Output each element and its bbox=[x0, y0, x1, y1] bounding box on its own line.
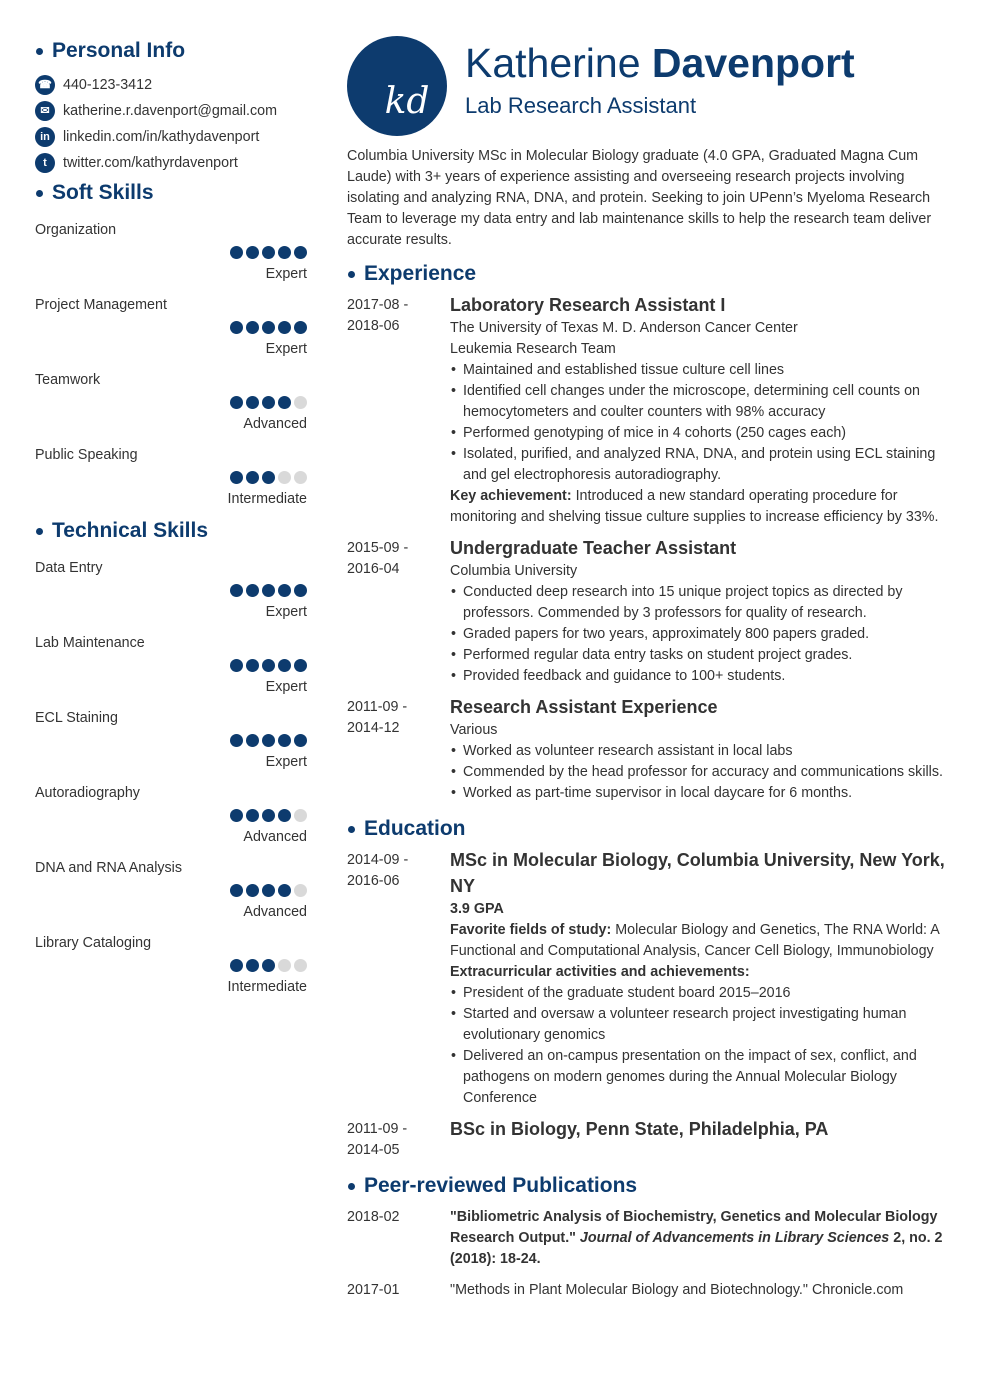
publications-entry bbox=[347, 1280, 959, 1301]
bullet-item: • President of the graduate student board 2015–2016 bbox=[450, 983, 959, 1004]
entry-body bbox=[450, 295, 959, 528]
rating-dot-filled bbox=[294, 321, 307, 334]
experience-heading: Experience bbox=[347, 259, 959, 289]
bullet-item: • Isolated, purified, and analyzed RNA, DNA, and protein using ECL staining and gel electrophoresis autoradiography. bbox=[450, 444, 959, 486]
bullet-item: • Worked as part-time supervisor in local daycare for 6 months. bbox=[450, 783, 959, 804]
rating-dot-filled bbox=[246, 246, 259, 259]
rating-dot-filled bbox=[246, 396, 259, 409]
rating-dot-empty bbox=[294, 396, 307, 409]
rating-dot-filled bbox=[278, 321, 291, 334]
text-line bbox=[450, 720, 959, 741]
text-segment: Various bbox=[450, 722, 498, 738]
entry-date bbox=[347, 1207, 450, 1270]
entry-body bbox=[450, 1280, 959, 1301]
skill-rating bbox=[230, 584, 307, 597]
skill-name: DNA and RNA Analysis bbox=[35, 860, 183, 876]
skill-name: Autoradiography bbox=[35, 785, 140, 801]
text-segment: Key achievement: bbox=[450, 488, 572, 504]
skill-rating bbox=[230, 321, 307, 334]
bullet-item: • Provided feedback and guidance to 100+ students. bbox=[450, 666, 959, 687]
skill-item bbox=[35, 927, 307, 1002]
bullet-item: • Identified cell changes under the microscope, determining cell counts on hemocytometers and coulter counters with 98% accuracy bbox=[450, 381, 959, 423]
rating-dot-filled bbox=[230, 734, 243, 747]
job-title: Lab Research Assistant bbox=[465, 93, 697, 118]
rating-dot-filled bbox=[246, 659, 259, 672]
skill-level: Expert bbox=[265, 754, 307, 770]
skill-name: Project Management bbox=[35, 297, 167, 313]
rating-dot-filled bbox=[230, 246, 243, 259]
date-line: 2017-08 - bbox=[347, 297, 409, 313]
date-line: 2015-09 - bbox=[347, 540, 409, 556]
rating-dot-filled bbox=[262, 584, 275, 597]
rating-dot-filled bbox=[246, 734, 259, 747]
text-segment: 2, no. 2 (2018): 18-24. bbox=[450, 1230, 943, 1267]
skill-rating bbox=[230, 884, 307, 897]
text-segment: 3.9 GPA bbox=[450, 901, 504, 917]
text-line bbox=[450, 1207, 959, 1270]
date-line: 2014-12 bbox=[347, 720, 400, 736]
bullet-item: • Graded papers for two years, approximately 800 papers graded. bbox=[450, 624, 959, 645]
skill-name: Data Entry bbox=[35, 560, 103, 576]
soft-skills-heading: Soft Skills bbox=[35, 178, 307, 208]
rating-dot-filled bbox=[262, 246, 275, 259]
bullet-item: • Performed genotyping of mice in 4 cohorts (250 cages each) bbox=[450, 423, 959, 444]
education-heading: Education bbox=[347, 814, 959, 844]
text-segment: Columbia University bbox=[450, 563, 578, 579]
skill-item bbox=[35, 289, 307, 364]
bullet-item: • Worked as volunteer research assistant in local labs bbox=[450, 741, 959, 762]
experience-entry bbox=[347, 697, 959, 804]
rating-dot-empty bbox=[278, 471, 291, 484]
rating-dot-filled bbox=[278, 884, 291, 897]
skill-item bbox=[35, 777, 307, 852]
contact-text: katherine.r.davenport@gmail.com bbox=[63, 102, 277, 119]
text-line bbox=[450, 920, 959, 962]
date-line: 2014-09 - bbox=[347, 852, 409, 868]
publications-entry bbox=[347, 1207, 959, 1270]
date-line: 2011-09 - bbox=[347, 1121, 408, 1137]
skill-item bbox=[35, 852, 307, 927]
entry-date bbox=[347, 697, 450, 804]
rating-dot-filled bbox=[262, 734, 275, 747]
date-line: 2017-01 bbox=[347, 1282, 400, 1298]
rating-dot-filled bbox=[278, 809, 291, 822]
rating-dot-filled bbox=[262, 321, 275, 334]
rating-dot-filled bbox=[230, 659, 243, 672]
skill-level: Advanced bbox=[243, 829, 307, 845]
contact-list bbox=[35, 72, 307, 176]
rating-dot-filled bbox=[262, 659, 275, 672]
skill-rating bbox=[230, 471, 307, 484]
date-line: 2016-06 bbox=[347, 873, 400, 889]
experience-entry bbox=[347, 295, 959, 528]
bullet-list bbox=[450, 983, 959, 1109]
text-line bbox=[450, 1280, 959, 1301]
date-line: 2018-06 bbox=[347, 318, 400, 334]
rating-dot-filled bbox=[246, 809, 259, 822]
rating-dot-filled bbox=[230, 584, 243, 597]
skill-name: Public Speaking bbox=[35, 447, 138, 463]
skill-name: Organization bbox=[35, 222, 117, 238]
skill-item bbox=[35, 552, 307, 627]
entry-body bbox=[450, 538, 959, 687]
bullet-item: • Maintained and established tissue culture cell lines bbox=[450, 360, 959, 381]
rating-dot-filled bbox=[246, 321, 259, 334]
rating-dot-filled bbox=[262, 959, 275, 972]
text-line bbox=[450, 962, 959, 983]
full-name bbox=[465, 38, 855, 88]
text-line bbox=[450, 561, 959, 582]
skill-name: ECL Staining bbox=[35, 710, 118, 726]
last-name: Davenport bbox=[651, 40, 855, 86]
text-segment: Introduced a new standard operating procedure for monitoring and shelving tissue culture supplies to increase efficiency by 33%. bbox=[450, 488, 939, 525]
skill-item bbox=[35, 702, 307, 777]
bullet-item: • Commended by the head professor for accuracy and communications skills. bbox=[450, 762, 959, 783]
rating-dot-filled bbox=[294, 734, 307, 747]
skill-level: Expert bbox=[265, 266, 307, 282]
entry-title: MSc in Molecular Biology, Columbia University, New York, NY bbox=[450, 850, 945, 896]
skill-item bbox=[35, 439, 307, 514]
entry-date bbox=[347, 850, 450, 1109]
rating-dot-filled bbox=[230, 959, 243, 972]
date-line: 2016-04 bbox=[347, 561, 400, 577]
text-segment: "Bibliometric Analysis of Biochemistry, Genetics and Molecular Biology Research Output." bbox=[450, 1209, 938, 1246]
education-entry bbox=[347, 850, 959, 1109]
rating-dot-filled bbox=[230, 809, 243, 822]
avatar: kd bbox=[347, 36, 447, 136]
rating-dot-filled bbox=[294, 659, 307, 672]
date-line: 2011-09 - bbox=[347, 699, 408, 715]
rating-dot-filled bbox=[246, 471, 259, 484]
skill-rating bbox=[230, 396, 307, 409]
skill-rating bbox=[230, 659, 307, 672]
entry-date bbox=[347, 1119, 450, 1161]
rating-dot-filled bbox=[262, 471, 275, 484]
rating-dot-filled bbox=[278, 396, 291, 409]
skill-name: Lab Maintenance bbox=[35, 635, 145, 651]
rating-dot-filled bbox=[230, 471, 243, 484]
bullet-list bbox=[450, 741, 959, 804]
first-name: Katherine bbox=[465, 40, 641, 86]
bullet-item: • Performed regular data entry tasks on student project grades. bbox=[450, 645, 959, 666]
publications-heading: Peer-reviewed Publications bbox=[347, 1171, 959, 1201]
skill-level: Advanced bbox=[243, 904, 307, 920]
personal-info-heading: Personal Info bbox=[35, 36, 307, 66]
rating-dot-filled bbox=[230, 321, 243, 334]
summary-text: Columbia University MSc in Molecular Biology graduate (4.0 GPA, Graduated Magna Cum Laude) with 3+ years of experience assisting and overseeing research projects involving isolating and analyzing RNA, DNA, and protein. Seeking to join UPenn’s Myeloma Research Team to leverage my data entry and lab maintenance skills to help the research team deliver accurate results. bbox=[347, 148, 932, 248]
rating-dot-filled bbox=[262, 396, 275, 409]
rating-dot-filled bbox=[262, 809, 275, 822]
rating-dot-filled bbox=[278, 734, 291, 747]
skill-item bbox=[35, 627, 307, 702]
text-segment: Favorite fields of study: bbox=[450, 922, 612, 938]
rating-dot-empty bbox=[294, 959, 307, 972]
skill-name: Library Cataloging bbox=[35, 935, 152, 951]
skill-level: Expert bbox=[265, 604, 307, 620]
experience-entry bbox=[347, 538, 959, 687]
contact-item[interactable] bbox=[35, 98, 307, 124]
skill-level: Expert bbox=[265, 679, 307, 695]
entry-body bbox=[450, 850, 959, 1109]
rating-dot-empty bbox=[278, 959, 291, 972]
skill-level: Intermediate bbox=[227, 979, 307, 995]
entry-title: BSc in Biology, Penn State, Philadelphia, PA bbox=[450, 1119, 829, 1139]
entry-body bbox=[450, 1207, 959, 1270]
skill-name: Teamwork bbox=[35, 372, 101, 388]
entry-date bbox=[347, 1280, 450, 1301]
text-segment: Extracurricular activities and achievements: bbox=[450, 964, 750, 980]
contact-text: twitter.com/kathyrdavenport bbox=[63, 154, 238, 171]
rating-dot-filled bbox=[246, 884, 259, 897]
skill-level: Intermediate bbox=[227, 491, 307, 507]
text-line bbox=[450, 899, 959, 920]
text-segment: The University of Texas M. D. Anderson Cancer Center bbox=[450, 320, 798, 336]
rating-dot-filled bbox=[246, 584, 259, 597]
skill-item bbox=[35, 364, 307, 439]
contact-item[interactable] bbox=[35, 72, 307, 98]
entry-body bbox=[450, 697, 959, 804]
date-line: 2018-02 bbox=[347, 1209, 400, 1225]
summary bbox=[347, 146, 959, 1311]
text-line bbox=[450, 486, 959, 528]
education-entry bbox=[347, 1119, 959, 1161]
technical-skills-list bbox=[35, 552, 307, 1002]
sidebar bbox=[35, 36, 307, 1002]
entry-date bbox=[347, 295, 450, 528]
entry-body bbox=[450, 1119, 959, 1161]
rating-dot-empty bbox=[294, 471, 307, 484]
rating-dot-filled bbox=[278, 246, 291, 259]
rating-dot-empty bbox=[294, 884, 307, 897]
contact-text: linkedin.com/in/kathydavenport bbox=[63, 128, 260, 145]
bullet-item: • Started and oversaw a volunteer research project investigating human evolutionary genomics bbox=[450, 1004, 959, 1046]
rating-dot-filled bbox=[262, 884, 275, 897]
entry-title: Research Assistant Experience bbox=[450, 697, 718, 717]
entry-title: Undergraduate Teacher Assistant bbox=[450, 538, 737, 558]
skill-rating bbox=[230, 809, 307, 822]
skill-rating bbox=[230, 734, 307, 747]
rating-dot-filled bbox=[278, 659, 291, 672]
technical-skills-heading: Technical Skills bbox=[35, 516, 307, 546]
text-segment: "Methods in Plant Molecular Biology and Biotechnology." Chronicle.com bbox=[450, 1282, 904, 1298]
contact-text: 440-123-3412 bbox=[63, 76, 153, 93]
entry-date bbox=[347, 538, 450, 687]
bullet-item: • Conducted deep research into 15 unique project topics as directed by professors. Commended by 3 professors for quality of research. bbox=[450, 582, 959, 624]
email-icon: ✉ bbox=[35, 101, 55, 121]
text-segment: Molecular Biology and Genetics, The RNA World: A Functional and Computational Analysis, Cancer Cell Biology, Immunobiology bbox=[450, 922, 939, 959]
rating-dot-filled bbox=[246, 959, 259, 972]
skill-rating bbox=[230, 246, 307, 259]
text-segment: Leukemia Research Team bbox=[450, 341, 616, 357]
text-segment: Journal of Advancements in Library Sciences bbox=[579, 1230, 890, 1246]
entry-title: Laboratory Research Assistant I bbox=[450, 295, 726, 315]
bullet-list bbox=[450, 360, 959, 486]
rating-dot-empty bbox=[294, 809, 307, 822]
skill-level: Advanced bbox=[243, 416, 307, 432]
rating-dot-filled bbox=[278, 584, 291, 597]
bullet-item: • Delivered an on-campus presentation on the impact of sex, conflict, and pathogens on modern genomes during the Annual Molecular Biology Conference bbox=[450, 1046, 959, 1109]
rating-dot-filled bbox=[294, 584, 307, 597]
date-line: 2014-05 bbox=[347, 1142, 400, 1158]
skill-item bbox=[35, 214, 307, 289]
rating-dot-filled bbox=[230, 884, 243, 897]
contact-item[interactable] bbox=[35, 124, 307, 150]
skill-level: Expert bbox=[265, 341, 307, 357]
linkedin-icon: in bbox=[35, 127, 55, 147]
bullet-list bbox=[450, 582, 959, 687]
rating-dot-filled bbox=[294, 246, 307, 259]
text-line bbox=[450, 318, 959, 339]
soft-skills-list bbox=[35, 214, 307, 514]
twitter-icon: t bbox=[35, 153, 55, 173]
rating-dot-filled bbox=[230, 396, 243, 409]
contact-item[interactable] bbox=[35, 150, 307, 176]
skill-rating bbox=[230, 959, 307, 972]
text-line bbox=[450, 339, 959, 360]
phone-icon: ☎ bbox=[35, 75, 55, 95]
